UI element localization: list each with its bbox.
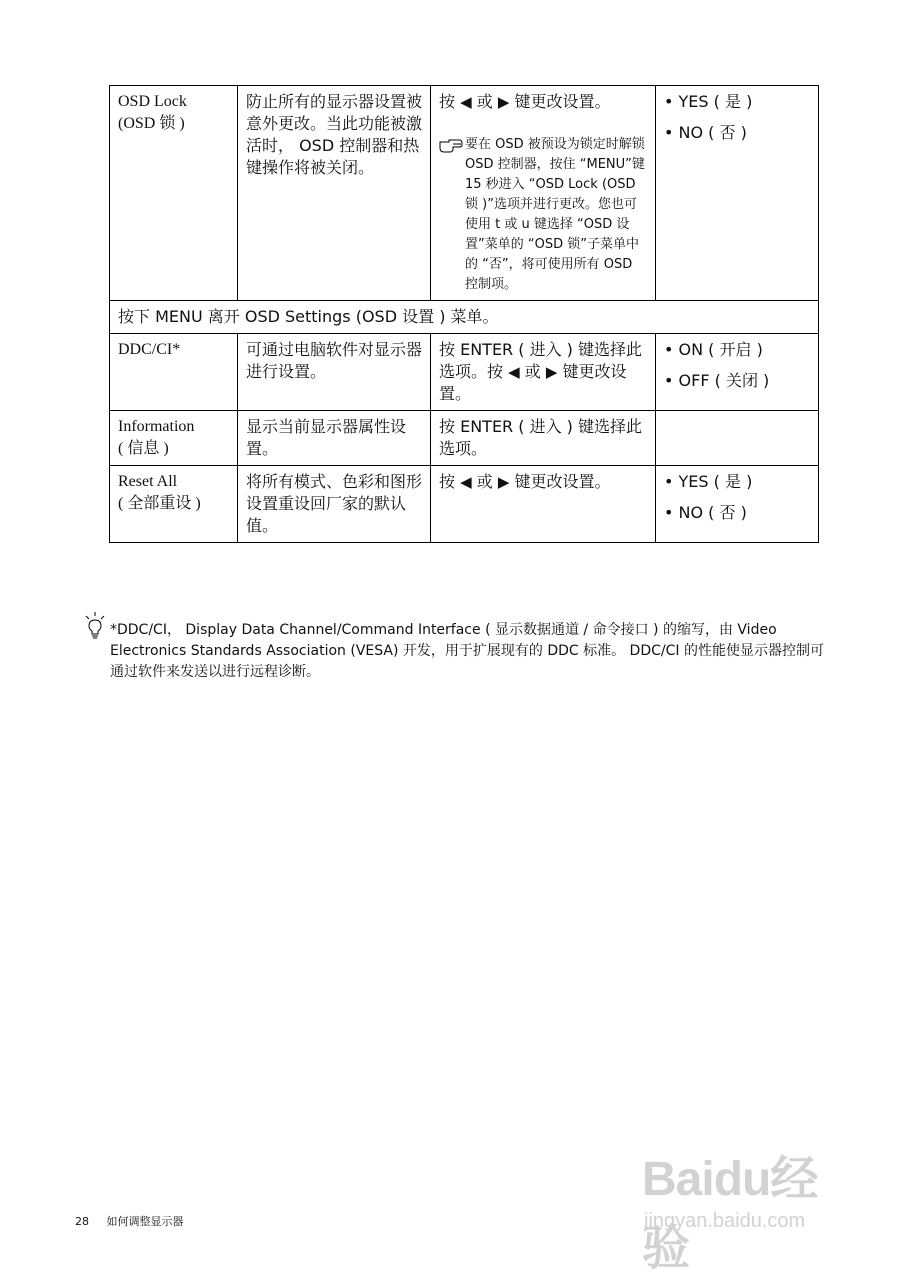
osd-settings-table	[109, 85, 819, 543]
right-triangle-icon: ▶	[497, 473, 510, 491]
section-title: 如何调整显示器	[106, 1215, 184, 1228]
setting-options-cell	[656, 334, 819, 411]
table-row	[110, 301, 819, 334]
option-item: • YES ( 是 )	[664, 472, 753, 491]
setting-name: DDC/CI*	[118, 341, 181, 358]
right-triangle-icon: ▶	[545, 363, 558, 381]
operation-text: 按 ◀ 或 ▶ 键更改设置。	[439, 92, 611, 111]
setting-name-cell	[110, 411, 238, 466]
ddc-ci-tip	[84, 612, 824, 683]
setting-name-sub: ( 信息 )	[118, 440, 169, 457]
setting-name: OSD Lock	[118, 93, 187, 110]
table-row	[110, 334, 819, 411]
setting-operation-cell: 按 ENTER ( 进入 ) 键选择此选项。	[431, 411, 656, 466]
setting-name: Reset All	[118, 473, 178, 490]
setting-name: Information	[118, 418, 195, 435]
option-item: • NO ( 否 )	[664, 503, 747, 522]
left-triangle-icon: ◀	[460, 93, 472, 111]
setting-name-sub: (OSD 锁 )	[118, 115, 185, 132]
page-footer	[75, 1213, 198, 1229]
watermark-main: Baidu经验	[642, 1153, 818, 1275]
option-item: • OFF ( 关闭 )	[664, 371, 770, 390]
lightbulb-icon	[84, 612, 110, 683]
note-text: 要在 OSD 被预设为锁定时解锁 OSD 控制器，按住 “MENU”键 15 秒进入 “OSD Lock (OSD 锁 )”选项并进行更改。您也可使用 t 或 u 键选择 “OSD 设置”菜单的 “OSD 锁”子菜单中的 “否”，将可使用所有 OSD 控制项。	[465, 137, 645, 292]
left-triangle-icon: ◀	[508, 363, 520, 381]
setting-options-cell	[656, 86, 819, 301]
baidu-watermark	[640, 1140, 860, 1275]
left-triangle-icon: ◀	[460, 473, 472, 491]
setting-options-cell	[656, 411, 819, 466]
setting-description: 防止所有的显示器设置被意外更改。当此功能被激活时， OSD 控制器和热键操作将被关闭。	[238, 86, 431, 301]
setting-description: 显示当前显示器属性设置。	[238, 411, 431, 466]
setting-description: 将所有模式、色彩和图形设置重设回厂家的默认值。	[238, 466, 431, 543]
option-item: • ON ( 开启 )	[664, 340, 763, 359]
option-item: • YES ( 是 )	[664, 92, 753, 111]
tip-text: *DDC/CI， Display Data Channel/Command Interface ( 显示数据通道 / 命令接口 ) 的缩写，由 Video Electronics Standards Association (VESA) 开发，用于扩展现有的 DDC 标准。 DDC/CI 的性能使显示器控制可通过软件来发送以进行远程诊断。	[110, 622, 824, 680]
setting-operation-cell	[431, 86, 656, 301]
setting-name-cell	[110, 334, 238, 411]
setting-name-cell	[110, 86, 238, 301]
table-row	[110, 466, 819, 543]
setting-name-cell	[110, 466, 238, 543]
pointing-hand-icon	[439, 135, 465, 295]
setting-operation-cell: 按 ◀ 或 ▶ 键更改设置。	[431, 466, 656, 543]
page-number: 28	[75, 1215, 89, 1228]
setting-name-sub: ( 全部重设 )	[118, 495, 201, 512]
table-row	[110, 86, 819, 301]
setting-options-cell	[656, 466, 819, 543]
table-row	[110, 411, 819, 466]
setting-operation-cell: 按 ENTER ( 进入 ) 键选择此选项。按 ◀ 或 ▶ 键更改设置。	[431, 334, 656, 411]
right-triangle-icon: ▶	[497, 93, 510, 111]
setting-description: 可通过电脑软件对显示器进行设置。	[238, 334, 431, 411]
operation-note	[439, 135, 647, 295]
option-item: • NO ( 否 )	[664, 123, 747, 142]
exit-instruction: 按下 MENU 离开 OSD Settings (OSD 设置 ) 菜单。	[110, 301, 819, 334]
watermark-url: jingyan.baidu.com	[644, 1210, 806, 1232]
